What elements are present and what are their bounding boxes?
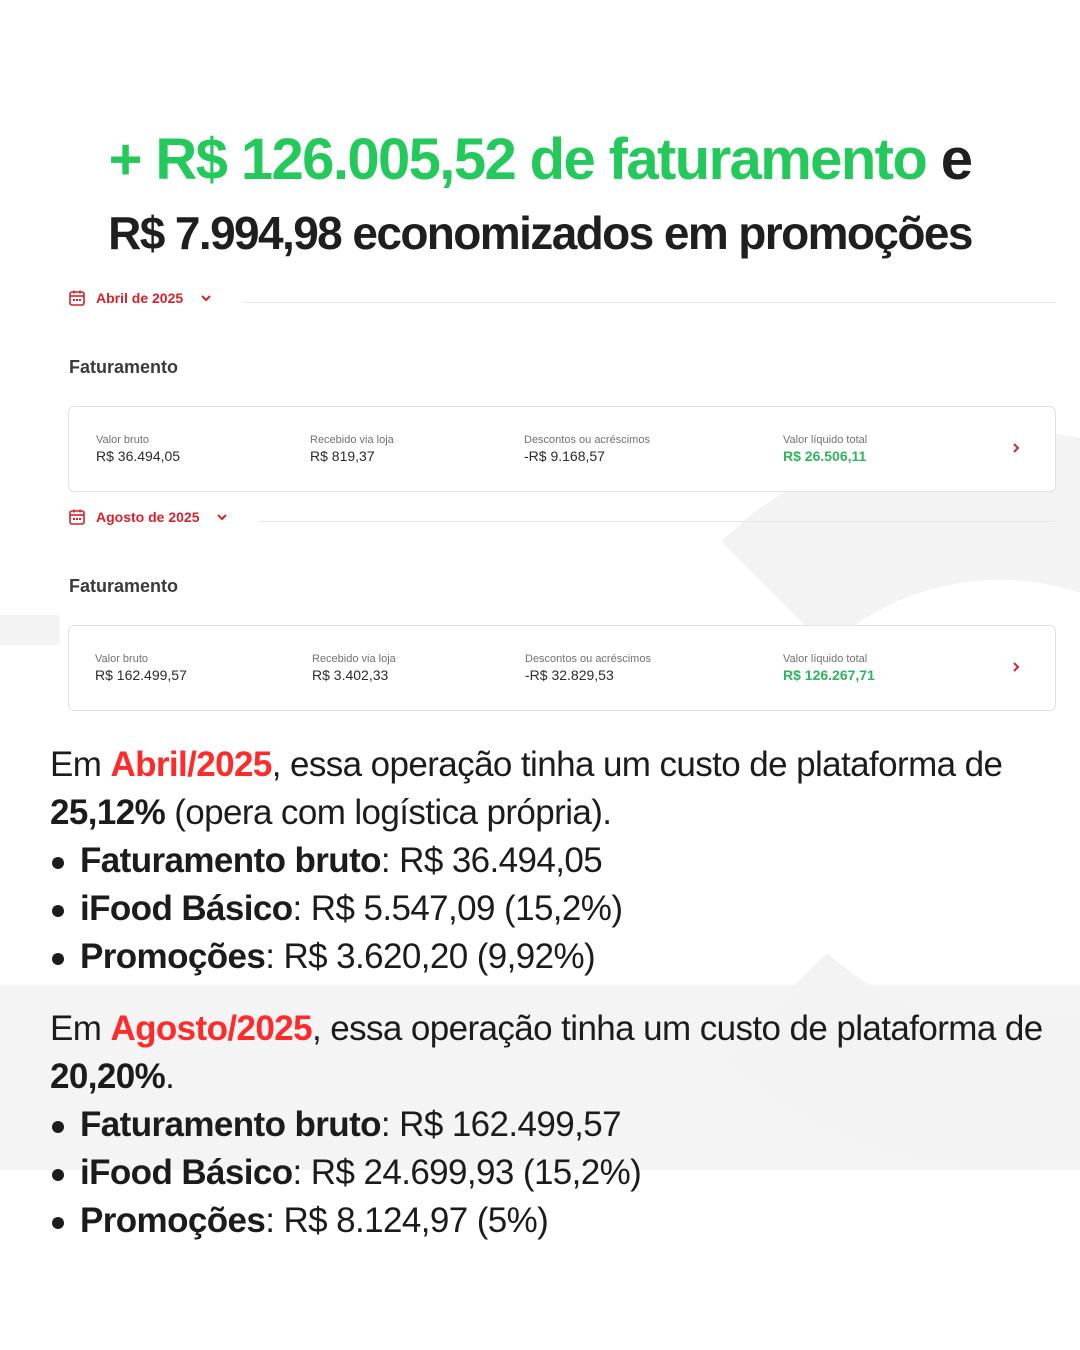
details-button[interactable] [1004,437,1028,461]
details-button[interactable] [1004,656,1028,680]
metric-descontos [525,652,651,684]
background-stripe [0,615,60,645]
text: . [165,1057,175,1096]
text: , essa operação tinha um custo de plataforma de [271,745,1003,784]
metric-label: Valor líquido total [783,434,868,446]
month-selector[interactable] [68,508,229,526]
bullet-list-abril [50,837,1050,981]
metric-label: Descontos ou acréscimos [524,434,650,446]
month-highlight: Abril/2025 [110,745,272,784]
month-selector[interactable] [68,289,213,307]
bullet-value: : R$ 36.494,05 [380,841,603,880]
metric-value: R$ 819,37 [310,448,375,464]
metric-label: Valor bruto [95,653,148,665]
section-title: Faturamento [69,357,179,377]
paragraph-abril [50,741,1050,837]
chevron-down-icon [215,510,229,524]
bullet-label: Promoções [80,1201,266,1240]
text: Em [50,745,111,784]
summary-card[interactable] [68,406,1056,492]
bullet-label: iFood Básico [80,1153,293,1192]
list-item [50,933,1050,981]
headline-line-1 [0,126,1080,193]
list-item [50,1149,1050,1197]
chevron-right-icon [1010,441,1022,455]
headline-line-2: R$ 7.994,98 economizados em promoções [108,207,972,259]
metric-value: R$ 36.494,05 [96,448,181,464]
calendar-icon [68,508,86,526]
bullet-label: iFood Básico [80,889,293,928]
divider [243,302,1055,303]
metric-valor-liquido [783,652,875,684]
metric-label: Descontos ou acréscimos [525,653,651,665]
metric-valor-bruto [95,652,187,684]
summary-card[interactable] [68,625,1056,711]
bullet-label: Promoções [80,937,266,976]
bullet-list-agosto [50,1101,1050,1245]
bullet-value: : R$ 24.699,93 (15,2%) [292,1153,642,1192]
month-highlight: Agosto/2025 [110,1009,312,1048]
month-label: Abril de 2025 [96,290,184,306]
chevron-right-icon [1010,660,1022,674]
bullet-value: : R$ 5.547,09 (15,2%) [292,889,623,928]
metric-value: R$ 26.506,11 [783,448,867,464]
metric-label: Recebido via loja [310,434,394,446]
bullet-label: Faturamento bruto [80,841,381,880]
percent-highlight: 25,12% [50,793,166,832]
headline-revenue: + R$ 126.005,52 de faturamento [108,127,927,192]
list-item [50,837,1050,885]
metric-recebido-loja [312,652,396,684]
list-item [50,885,1050,933]
metric-label: Recebido via loja [312,653,396,665]
text: (opera com logística própria). [165,793,612,832]
calendar-icon [68,289,86,307]
divider [258,521,1055,522]
text: Em [50,1009,111,1048]
section-title: Faturamento [69,576,179,596]
metric-valor-bruto [96,433,180,465]
list-item [50,1101,1050,1149]
metric-descontos [524,433,650,465]
bullet-value: : R$ 3.620,20 (9,92%) [265,937,596,976]
chevron-down-icon [199,291,213,305]
metric-value: -R$ 9.168,57 [524,448,605,464]
metric-value: R$ 3.402,33 [312,667,389,683]
metric-label: Valor líquido total [783,653,868,665]
text: , essa operação tinha um custo de plataforma de [311,1009,1043,1048]
metric-value: R$ 126.267,71 [783,667,875,683]
headline-conjunction: e [940,127,972,192]
metric-label: Valor bruto [96,434,149,446]
bullet-value: : R$ 8.124,97 (5%) [265,1201,549,1240]
percent-highlight: 20,20% [50,1057,166,1096]
metric-recebido-loja [310,433,394,465]
paragraph-agosto [50,1005,1050,1101]
metric-valor-liquido [783,433,867,465]
metric-value: -R$ 32.829,53 [525,667,614,683]
bullet-label: Faturamento bruto [80,1105,381,1144]
list-item [50,1197,1050,1245]
bullet-value: : R$ 162.499,57 [380,1105,621,1144]
metric-value: R$ 162.499,57 [95,667,187,683]
month-label: Agosto de 2025 [96,509,200,525]
